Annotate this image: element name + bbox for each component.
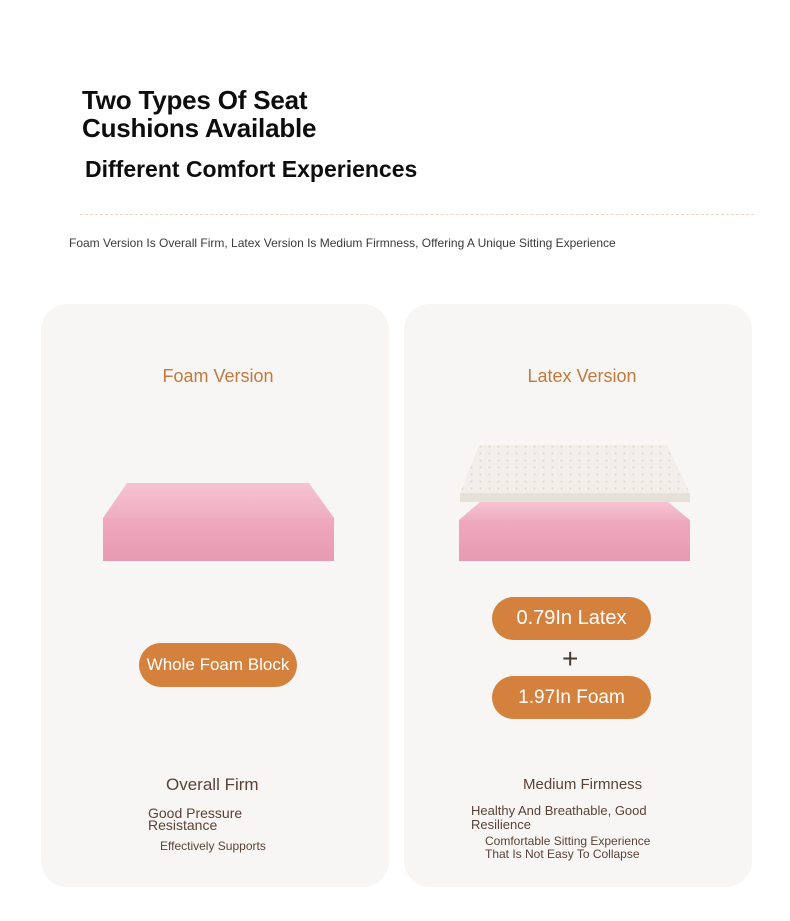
- foam-firmness: Overall Firm: [166, 775, 259, 794]
- latex-card-title: Latex Version: [527, 366, 637, 386]
- foam-block-image: [101, 481, 335, 562]
- foam-layer-badge: 1.97In Foam: [492, 676, 651, 719]
- whole-foam-block-badge: Whole Foam Block: [139, 643, 297, 687]
- latex-feature-breathable: Healthy And Breathable, Good Resilience: [471, 803, 647, 832]
- title-line-2: Cushions Available: [82, 113, 317, 143]
- latex-layer-badge: 0.79In Latex: [492, 597, 651, 640]
- foam-feature-support: Effectively Supports: [160, 839, 266, 853]
- latex-layered-cushion-image: [458, 443, 694, 563]
- latex-version-card: [404, 304, 752, 887]
- foam-feature-pressure: Good Pressure Resistance: [148, 805, 243, 833]
- page-subtitle: Different Comfort Experiences: [85, 156, 418, 182]
- foam-card-title: Foam Version: [162, 366, 274, 386]
- page-title: [82, 86, 316, 142]
- latex-firmness: Medium Firmness: [523, 776, 643, 793]
- title-line-1: Two Types Of Seat: [82, 85, 308, 115]
- plus-icon: +: [562, 643, 579, 674]
- foam-version-card: [41, 304, 389, 887]
- latex-feature-comfort: Comfortable Sitting Experience That Is Not Easy To Collapse: [485, 834, 651, 861]
- dashed-divider: [80, 214, 754, 215]
- tagline: Foam Version Is Overall Firm, Latex Version Is Medium Firmness, Offering A Unique Sitting Experience: [69, 236, 616, 250]
